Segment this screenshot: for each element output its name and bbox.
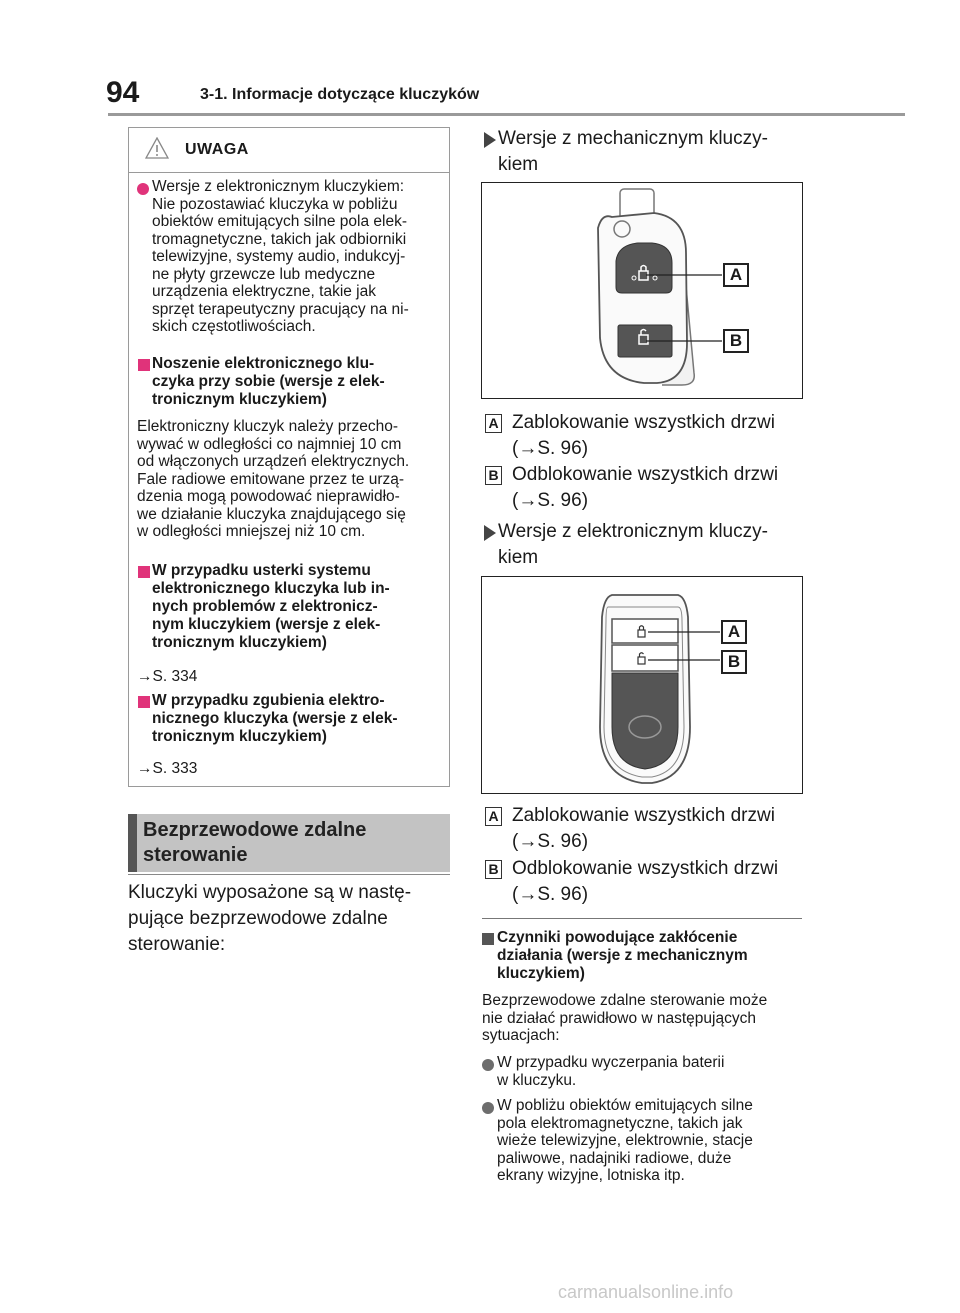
electronic-item-b: Odblokowanie wszystkich drzwi (→S. 96) [512,858,779,905]
interference-paragraph: Bezprzewodowe zdalne sterowanie może nie działać prawidłowo w następujących sytuacjach: [482,992,768,1044]
caution-ref-1: →S. 334 [137,668,198,685]
electronic-item-a: Zablokowanie wszystkich drzwi (→S. 96) [512,805,775,852]
label-a-box: A [485,414,502,433]
mechanical-item-b: Odblokowanie wszystkich drzwi (→S. 96) [512,464,779,511]
callout-b: B [723,329,749,353]
electronic-key-title: Wersje z elektronicznym kluczy- kiem [498,521,768,568]
callout-b: B [721,650,747,674]
mechanical-key-title: Wersje z mechanicznym kluczy- kiem [498,128,768,175]
mechanical-key-figure [481,182,803,399]
square-bullet-icon [482,933,494,945]
mechanical-key-illustration [482,183,802,398]
chapter-title: 3-1. Informacje dotyczące kluczyków [200,86,480,103]
electronic-key-illustration [482,577,802,793]
caution-bullet-1: Wersje z elektronicznym kluczykiem: Nie pozostawiać kluczyka w pobliżu obiektów emitujących silne pola elek- tromagnetyczne, takich jak odbiorniki telewizyjne, systemy audio, indukcyj- ne płyty grzewcze lub medyczne urządzenia elektryczne, takie jak sprzęt terapeutyczny pracujący na ni- skich częstotliwościach. [152,178,409,335]
header-rule [108,113,905,116]
mechanical-item-a: Zablokowanie wszystkich drzwi (→S. 96) [512,412,775,459]
bullet-icon [482,1059,494,1071]
watermark: carmanualsonline.info [558,1282,734,1302]
arrow-bullet-icon [484,132,496,148]
callout-a: A [721,620,747,644]
warning-icon [145,137,169,159]
caution-title-rule [129,172,449,173]
section-title: Bezprzewodowe zdalne sterowanie [143,819,367,866]
interference-heading: Czynniki powodujące zakłócenie działania (wersje z mechanicznym kluczykiem) [497,929,748,982]
square-bullet-icon [138,566,150,578]
label-b-box: B [485,466,502,485]
section-intro: Kluczyki wyposażone są w nastę- pujące bezprzewodowe zdalne sterowanie: [128,882,412,955]
caution-ref-2: →S. 333 [137,760,198,777]
label-b-box: B [485,860,502,879]
bullet-icon [137,183,149,195]
banner-rule [128,874,450,875]
interference-bullet-2: W pobliżu obiektów emitujących silne pola elektromagnetyczne, takich jak wieże telewizyjne, elektrownie, stacje paliwowe, nadajniki radiowe, duże ekrany wizyjne, lotniska itp. [497,1097,753,1184]
arrow-bullet-icon [484,525,496,541]
page-number: 94 [106,76,140,109]
section-separator [482,918,802,919]
callout-a: A [723,263,749,287]
caution-heading-2: W przypadku usterki systemu elektronicznego kluczyka lub in- nych problemów z elektronicz- nym kluczykiem (wersje z elek- tronicznym kluczykiem) [152,562,390,651]
label-a-box: A [485,807,502,826]
caution-paragraph-1: Elektroniczny kluczyk należy przecho- wywać w odległości co najmniej 10 cm od włączonych urządzeń elektrycznych. Fale radiowe emitowane przez te urzą- dzenia mogą powodować nieprawidło- we działanie kluczyka znajdującego się w odległości mniejszej niż 10 cm. [137,418,410,540]
caution-heading-1: Noszenie elektronicznego klu- czyka przy sobie (wersje z elek- tronicznym kluczykiem) [152,355,385,408]
square-bullet-icon [138,359,150,371]
interference-bullet-1: W przypadku wyczerpania baterii w kluczyku. [497,1054,725,1089]
square-bullet-icon [138,696,150,708]
caution-heading-3: W przypadku zgubienia elektro- nicznego kluczyka (wersje z elek- tronicznym kluczykiem) [152,692,398,745]
electronic-key-figure [481,576,803,794]
bullet-icon [482,1102,494,1114]
caution-title: UWAGA [185,141,249,158]
